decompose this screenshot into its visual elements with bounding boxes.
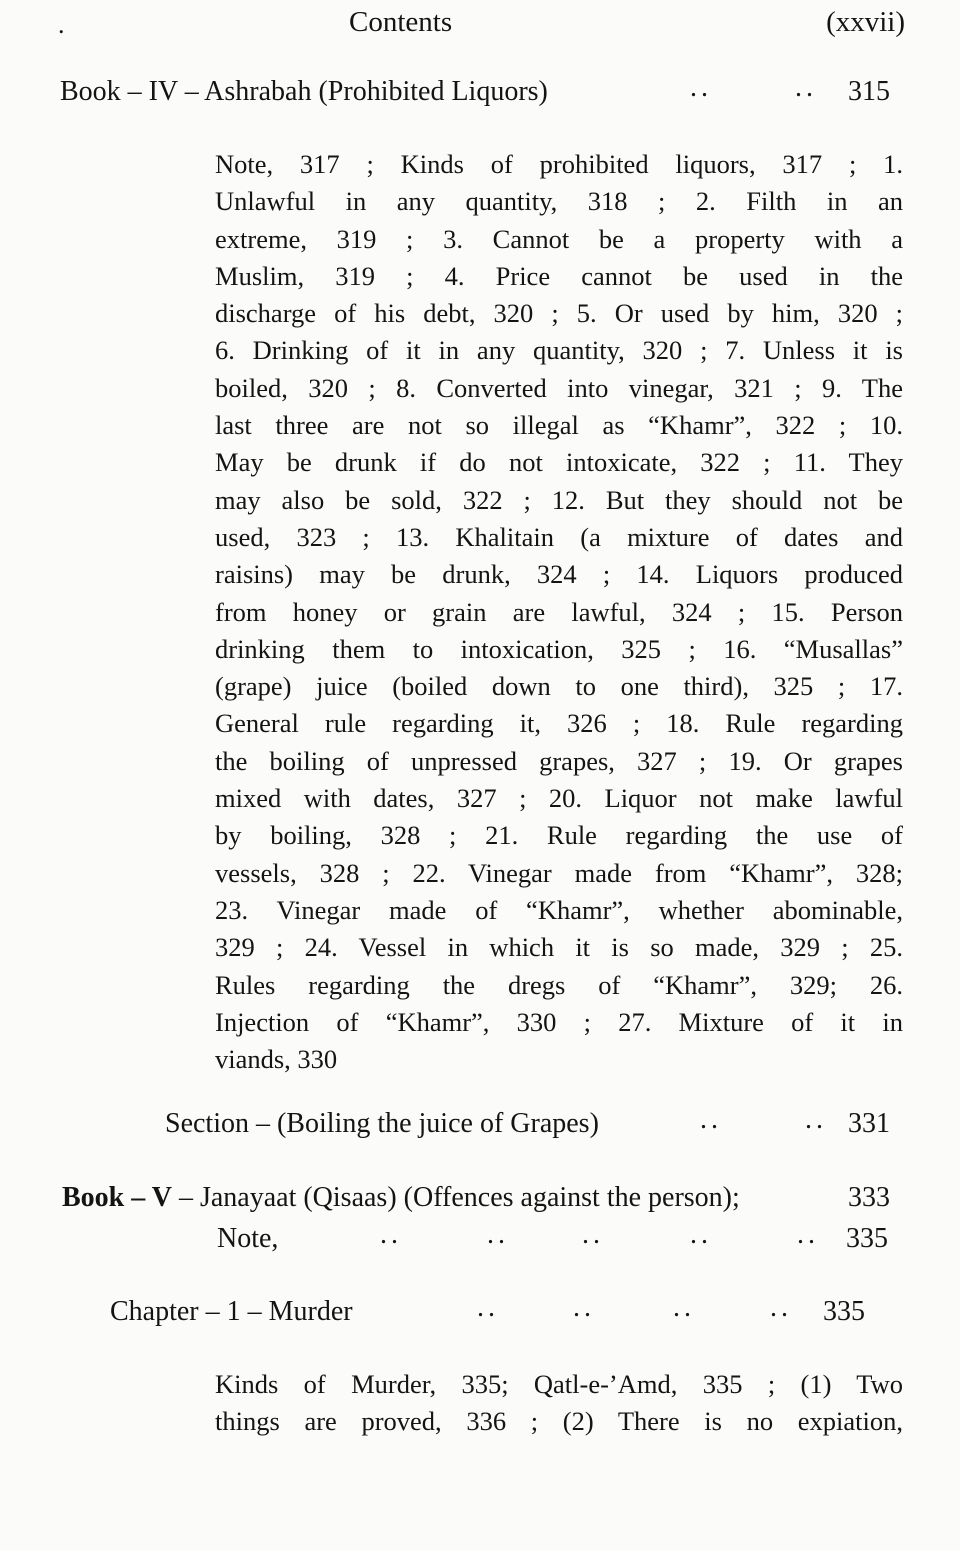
note-line: extreme, 319 ; 3. Cannot be a property with a	[215, 223, 903, 254]
stray-period-mark: .	[58, 10, 65, 39]
note-line: from honey or grain are lawful, 324 ; 15. Person	[215, 596, 903, 627]
toc-page-number: 335	[823, 1296, 865, 1327]
toc-entry-section	[0, 1104, 960, 1150]
note-line: things are proved, 336 ; (2) There is no expiation,	[215, 1406, 903, 1437]
note-line: raisins) may be drunk, 324 ; 14. Liquors produced	[215, 559, 903, 590]
note-line: Injection of “Khamr”, 330 ; 27. Mixture of it in	[215, 1006, 903, 1037]
note-line: 23. Vinegar made of “Khamr”, whether abominable,	[215, 894, 903, 925]
note-line: viands, 330	[215, 1044, 338, 1075]
note-line: General rule regarding it, 326 ; 18. Rule regarding	[215, 708, 903, 739]
leader-dots: ..	[573, 1292, 595, 1323]
leader-dots: ..	[673, 1292, 695, 1323]
note-line: Unlawful in any quantity, 318 ; 2. Filth in an	[215, 186, 903, 217]
note-line: used, 323 ; 13. Khalitain (a mixture of dates and	[215, 521, 903, 552]
toc-entry-label	[62, 1182, 740, 1214]
toc-entry-book5	[0, 1182, 960, 1224]
note-line: vessels, 328 ; 22. Vinegar made from “Khamr”, 328;	[215, 857, 903, 888]
toc-entry-label-rest: – Janayaat (Qisaas) (Offences against the person);	[171, 1182, 740, 1213]
note-line: may also be sold, 322 ; 12. But they should not be	[215, 484, 903, 515]
note-line: Note, 317 ; Kinds of prohibited liquors, 317 ; 1.	[215, 149, 903, 179]
leader-dots: ..	[690, 1219, 712, 1250]
book4-note-paragraph	[215, 146, 903, 1078]
note-line: discharge of his debt, 320 ; 5. Or used by him, 320 ;	[215, 298, 903, 329]
leader-dots: ..	[582, 1219, 604, 1250]
note-line: the boiling of unpressed grapes, 327 ; 19. Or grapes	[215, 745, 903, 776]
leader-dots: ..	[487, 1219, 509, 1250]
note-line: Rules regarding the dregs of “Khamr”, 329; 26.	[215, 969, 903, 1000]
toc-entry-chapter1	[0, 1292, 960, 1338]
toc-page-number: 333	[848, 1182, 890, 1213]
note-line: last three are not so illegal as “Khamr”, 322 ; 10.	[215, 410, 903, 441]
note-line: mixed with dates, 327 ; 20. Liquor not make lawful	[215, 783, 903, 814]
leader-dots: ..	[795, 72, 817, 103]
leader-dots: ..	[477, 1292, 499, 1323]
note-line: Kinds of Murder, 335; Qatl-e-’Amd, 335 ; (1) Two	[215, 1369, 903, 1399]
toc-entry-label: Book – IV – Ashrabah (Prohibited Liquors)	[60, 76, 548, 107]
page-title: Contents	[349, 6, 453, 38]
toc-page-number: 315	[848, 76, 890, 107]
note-line: by boiling, 328 ; 21. Rule regarding the use of	[215, 820, 903, 851]
toc-page-number: 331	[848, 1108, 890, 1139]
note-line: drinking them to intoxication, 325 ; 16. “Musallas”	[215, 633, 903, 664]
toc-entry-book5-note	[0, 1219, 960, 1265]
note-line: 329 ; 24. Vessel in which it is so made, 329 ; 25.	[215, 932, 903, 963]
chapter1-note-paragraph	[215, 1366, 903, 1441]
leader-dots: ..	[700, 1104, 722, 1135]
toc-entry-label: Chapter – 1 – Murder	[110, 1296, 353, 1327]
toc-page-number: 335	[846, 1223, 888, 1254]
note-line: boiled, 320 ; 8. Converted into vinegar, 321 ; 9. The	[215, 372, 903, 403]
toc-entry-label-bold: Book – V	[62, 1182, 172, 1213]
toc-entry-label: Section – (Boiling the juice of Grapes)	[165, 1108, 599, 1139]
leader-dots: ..	[770, 1292, 792, 1323]
note-line: Muslim, 319 ; 4. Price cannot be used in the	[215, 260, 903, 291]
toc-entry-label: Note,	[217, 1223, 279, 1254]
leader-dots: ..	[805, 1104, 827, 1135]
leader-dots: ..	[380, 1219, 402, 1250]
leader-dots: ..	[690, 72, 712, 103]
note-line: (grape) juice (boiled down to one third), 325 ; 17.	[215, 671, 903, 702]
folio-number: (xxvii)	[826, 6, 905, 38]
note-line: May be drunk if do not intoxicate, 322 ; 11. They	[215, 447, 903, 478]
toc-entry-book4	[0, 72, 960, 118]
leader-dots: ..	[797, 1219, 819, 1250]
note-line: 6. Drinking of it in any quantity, 320 ; 7. Unless it is	[215, 335, 903, 366]
